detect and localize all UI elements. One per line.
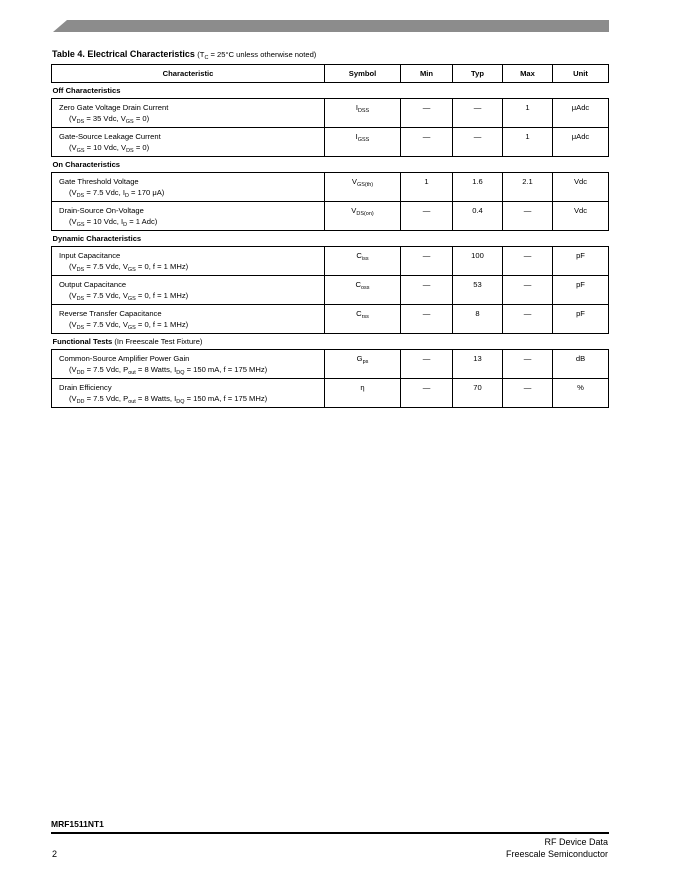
section-title: Off Characteristics: [52, 86, 121, 95]
symbol-cell: $C_{oss}$: [325, 276, 401, 305]
electrical-characteristics-table: [51, 64, 609, 408]
min-cell: —: [401, 202, 453, 231]
section-title: On Characteristics: [52, 160, 121, 169]
characteristic-cell: [52, 99, 325, 128]
company-name: Freescale Semiconductor: [505, 849, 608, 859]
min-cell: —: [401, 276, 453, 305]
test-condition: ($V_{DD} = 7.5$ Vdc, $P_{out} = 8$ Watts, $I_{DQ} = 150$ mA, f = 175 MHz): [69, 394, 268, 405]
typ-cell: —: [453, 99, 503, 128]
characteristic-name: Drain Efficiency: [59, 383, 112, 392]
unit-cell: pF: [553, 247, 609, 276]
max-cell: —: [503, 305, 553, 334]
unit-cell: μAdc: [553, 128, 609, 157]
section-row-functional: [52, 334, 609, 350]
test-condition: ($V_{DS} = 7.5$ Vdc, $V_{GS} = 0$, f = 1 MHz): [69, 262, 189, 273]
max-cell: —: [503, 350, 553, 379]
test-condition: ($V_{DS} = 35$ Vdc, $V_{GS} = 0$): [69, 114, 150, 125]
test-condition: ($V_{GS} = 10$ Vdc, $I_D = 1$ Adc): [69, 217, 158, 228]
characteristic-name: Gate-Source Leakage Current: [59, 132, 161, 141]
test-condition: ($V_{DS} = 7.5$ Vdc, $V_{GS} = 0$, f = 1 MHz): [69, 320, 189, 331]
min-cell: —: [401, 247, 453, 276]
max-cell: 1: [503, 99, 553, 128]
test-condition: ($V_{DS} = 7.5$ Vdc, $V_{GS} = 0$, f = 1 MHz): [69, 291, 189, 302]
max-cell: —: [503, 379, 553, 408]
table-row: [52, 379, 609, 408]
table-row: [52, 173, 609, 202]
min-cell: —: [401, 99, 453, 128]
characteristic-name: Reverse Transfer Capacitance: [59, 309, 162, 318]
header-symbol: Symbol: [325, 65, 401, 83]
test-condition: ($V_{DD} = 7.5$ Vdc, $P_{out} = 8$ Watts, $I_{DQ} = 150$ mA, f = 175 MHz): [69, 365, 268, 376]
max-cell: 1: [503, 128, 553, 157]
test-condition: ($V_{DS} = 7.5$ Vdc, $I_D = 170$ μA): [69, 188, 165, 199]
characteristic-name: Zero Gate Voltage Drain Current: [59, 103, 169, 112]
header-banner: [53, 20, 609, 32]
header-characteristic: Characteristic: [52, 65, 325, 83]
page-number: 2: [52, 849, 58, 859]
characteristic-cell: [52, 128, 325, 157]
header-unit: Unit: [553, 65, 609, 83]
min-cell: —: [401, 305, 453, 334]
symbol-cell: $C_{iss}$: [325, 247, 401, 276]
characteristic-cell: [52, 350, 325, 379]
header-max: Max: [503, 65, 553, 83]
typ-cell: 0.4: [453, 202, 503, 231]
min-cell: —: [401, 379, 453, 408]
publication-name: RF Device Data: [544, 837, 608, 847]
table-row: [52, 305, 609, 334]
max-cell: 2.1: [503, 173, 553, 202]
section-row-on: [52, 157, 609, 173]
unit-cell: Vdc: [553, 202, 609, 231]
characteristic-cell: [52, 173, 325, 202]
table-row: [52, 247, 609, 276]
typ-cell: 13: [453, 350, 503, 379]
part-number: MRF1511NT1: [51, 819, 104, 829]
test-condition: ($V_{GS} = 10$ Vdc, $V_{DS} = 0$): [69, 143, 150, 154]
characteristic-cell: [52, 379, 325, 408]
table-row: [52, 99, 609, 128]
table-caption: [52, 49, 316, 59]
table-row: [52, 202, 609, 231]
table-row: [52, 276, 609, 305]
symbol-cell: $V_{DS(on)}$: [325, 202, 401, 231]
symbol-cell: $I_{GSS}$: [325, 128, 401, 157]
unit-cell: Vdc: [553, 173, 609, 202]
section-row-off: [52, 83, 609, 99]
section-title: Functional Tests (In Freescale Test Fixture): [52, 337, 203, 346]
characteristic-cell: [52, 305, 325, 334]
unit-cell: %: [553, 379, 609, 408]
symbol-cell: η: [325, 379, 401, 408]
max-cell: —: [503, 247, 553, 276]
symbol-cell: $I_{DSS}$: [325, 99, 401, 128]
symbol-cell: $C_{rss}$: [325, 305, 401, 334]
footer-divider: [51, 832, 609, 834]
table-row: [52, 128, 609, 157]
typ-cell: 70: [453, 379, 503, 408]
min-cell: —: [401, 128, 453, 157]
characteristic-name: Output Capacitance: [59, 280, 127, 289]
table-condition: ($T_C = 25^\circ C$ unless otherwise noted): [197, 50, 317, 61]
characteristic-name: Common-Source Amplifier Power Gain: [59, 354, 190, 363]
typ-cell: 1.6: [453, 173, 503, 202]
unit-cell: pF: [553, 276, 609, 305]
unit-cell: pF: [553, 305, 609, 334]
header-min: Min: [401, 65, 453, 83]
typ-cell: 53: [453, 276, 503, 305]
min-cell: 1: [401, 173, 453, 202]
section-note: (In Freescale Test Fixture): [114, 337, 203, 346]
unit-cell: μAdc: [553, 99, 609, 128]
symbol-cell: $V_{GS(th)}$: [325, 173, 401, 202]
symbol-cell: $G_{ps}$: [325, 350, 401, 379]
characteristic-name: Drain-Source On-Voltage: [59, 206, 144, 215]
max-cell: —: [503, 276, 553, 305]
section-row-dynamic: [52, 231, 609, 247]
table-title: Table 4. Electrical Characteristics: [52, 49, 195, 59]
table-row: [52, 350, 609, 379]
typ-cell: 8: [453, 305, 503, 334]
unit-cell: dB: [553, 350, 609, 379]
characteristic-name: Input Capacitance: [59, 251, 121, 260]
characteristic-name: Gate Threshold Voltage: [59, 177, 139, 186]
table-header-row: [52, 65, 609, 83]
characteristic-cell: [52, 202, 325, 231]
typ-cell: 100: [453, 247, 503, 276]
typ-cell: —: [453, 128, 503, 157]
characteristic-cell: [52, 276, 325, 305]
max-cell: —: [503, 202, 553, 231]
characteristic-cell: [52, 247, 325, 276]
min-cell: —: [401, 350, 453, 379]
header-typ: Typ: [453, 65, 503, 83]
section-title: Dynamic Characteristics: [52, 234, 142, 243]
